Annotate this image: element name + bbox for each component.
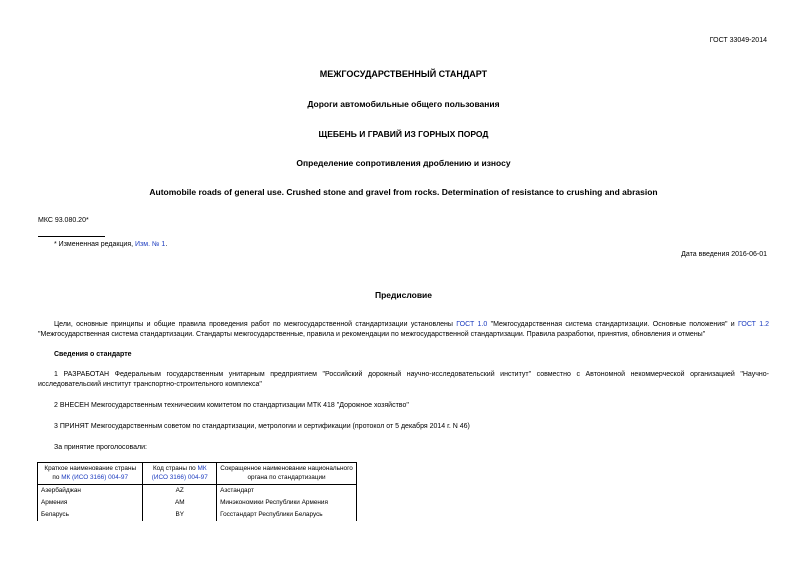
code-cell: BY <box>143 509 217 521</box>
foreword-heading: Предисловие <box>374 290 433 300</box>
national-body-cell: Азстандарт <box>217 485 357 498</box>
amendment-link[interactable]: Изм. № 1 <box>135 241 166 248</box>
submitted-by-paragraph: 2 ВНЕСЕН Межгосударственным техническим комитетом по стандартизации МТК 418 "Дорожное хозяйство" <box>54 402 409 409</box>
mk-iso-3166-link[interactable]: МК (ИСО 3166) 004-97 <box>61 473 129 481</box>
gost-1-2-link[interactable]: ГОСТ 1.2 <box>738 321 769 328</box>
standard-title: ЩЕБЕНЬ И ГРАВИЙ ИЗ ГОРНЫХ ПОРОД <box>318 129 489 139</box>
developed-by-paragraph: 1 РАЗРАБОТАН Федеральным государственным унитарным предприятием "Российский дорожный научно-исследовательский институт" совместно с Автономной некоммерческой организацией "Научно-исследовательский институт транспортно-строительного комплекса" <box>38 371 769 388</box>
code-cell: AM <box>143 497 217 509</box>
foreword-text-2: "Межгосударственная система стандартизации. Основные положения" и <box>487 321 738 328</box>
adopted-by-paragraph: 3 ПРИНЯТ Межгосударственным советом по стандартизации, метрологии и сертификации (протокол от 5 декабря 2014 г. N 46) <box>54 423 470 430</box>
national-body-cell: Минэкономики Республики Армения <box>217 497 357 509</box>
country-header-text: Краткое наименование страны по <box>44 465 137 481</box>
table-row <box>38 509 357 521</box>
country-name-header <box>38 463 143 485</box>
standard-info-heading: Сведения о стандарте <box>54 351 132 358</box>
standard-subtitle: Определение сопротивления дроблению и износу <box>296 158 511 168</box>
table-row <box>38 497 357 509</box>
country-cell: Азербайджан <box>38 485 143 498</box>
code-cell: AZ <box>143 485 217 498</box>
standard-subject-heading: Дороги автомобильные общего пользования <box>307 99 500 109</box>
national-body-header: Сокращенное наименование национального органа по стандартизации <box>217 463 357 485</box>
code-header-text: Код страны по <box>152 465 198 472</box>
table-header-row <box>38 463 357 485</box>
introduction-date: Дата введения 2016-06-01 <box>681 251 767 258</box>
country-cell: Армения <box>38 497 143 509</box>
footnote-divider <box>38 236 105 237</box>
amendment-note-prefix: * Измененная редакция, <box>54 241 134 248</box>
english-title: Automobile roads of general use. Crushed stone and gravel from rocks. Determination of resistance to crushing and abrasion <box>149 187 658 197</box>
iso-3166-link[interactable]: (ИСО 3166) 004-97 <box>151 473 208 481</box>
mks-code: МКС 93.080.20* <box>38 217 89 224</box>
foreword-text-3: "Межгосударственная система стандартизации. Стандарты межгосударственные, правила и рекомендации по межгосударственной стандартизации. Правила разработки, принятия, обновления и отмены" <box>38 331 706 338</box>
document-code: ГОСТ 33049-2014 <box>709 37 767 44</box>
standard-type-heading: МЕЖГОСУДАРСТВЕННЫЙ СТАНДАРТ <box>319 69 488 79</box>
foreword-paragraph <box>38 320 769 340</box>
table-row <box>38 485 357 498</box>
amendment-note-suffix: . <box>165 241 168 248</box>
country-cell: Беларусь <box>38 509 143 521</box>
mk-link[interactable]: МК <box>197 465 207 472</box>
national-body-cell: Госстандарт Республики Беларусь <box>217 509 357 521</box>
foreword-text-1: Цели, основные принципы и общие правила проведения работ по межгосударственной стандартизации установлены <box>54 321 457 328</box>
amendment-note <box>54 241 167 248</box>
gost-1-0-link[interactable]: ГОСТ 1.0 <box>456 321 488 328</box>
voting-countries-table <box>37 462 357 521</box>
country-code-header <box>143 463 217 485</box>
voted-for-label: За принятие проголосовали: <box>54 444 147 451</box>
